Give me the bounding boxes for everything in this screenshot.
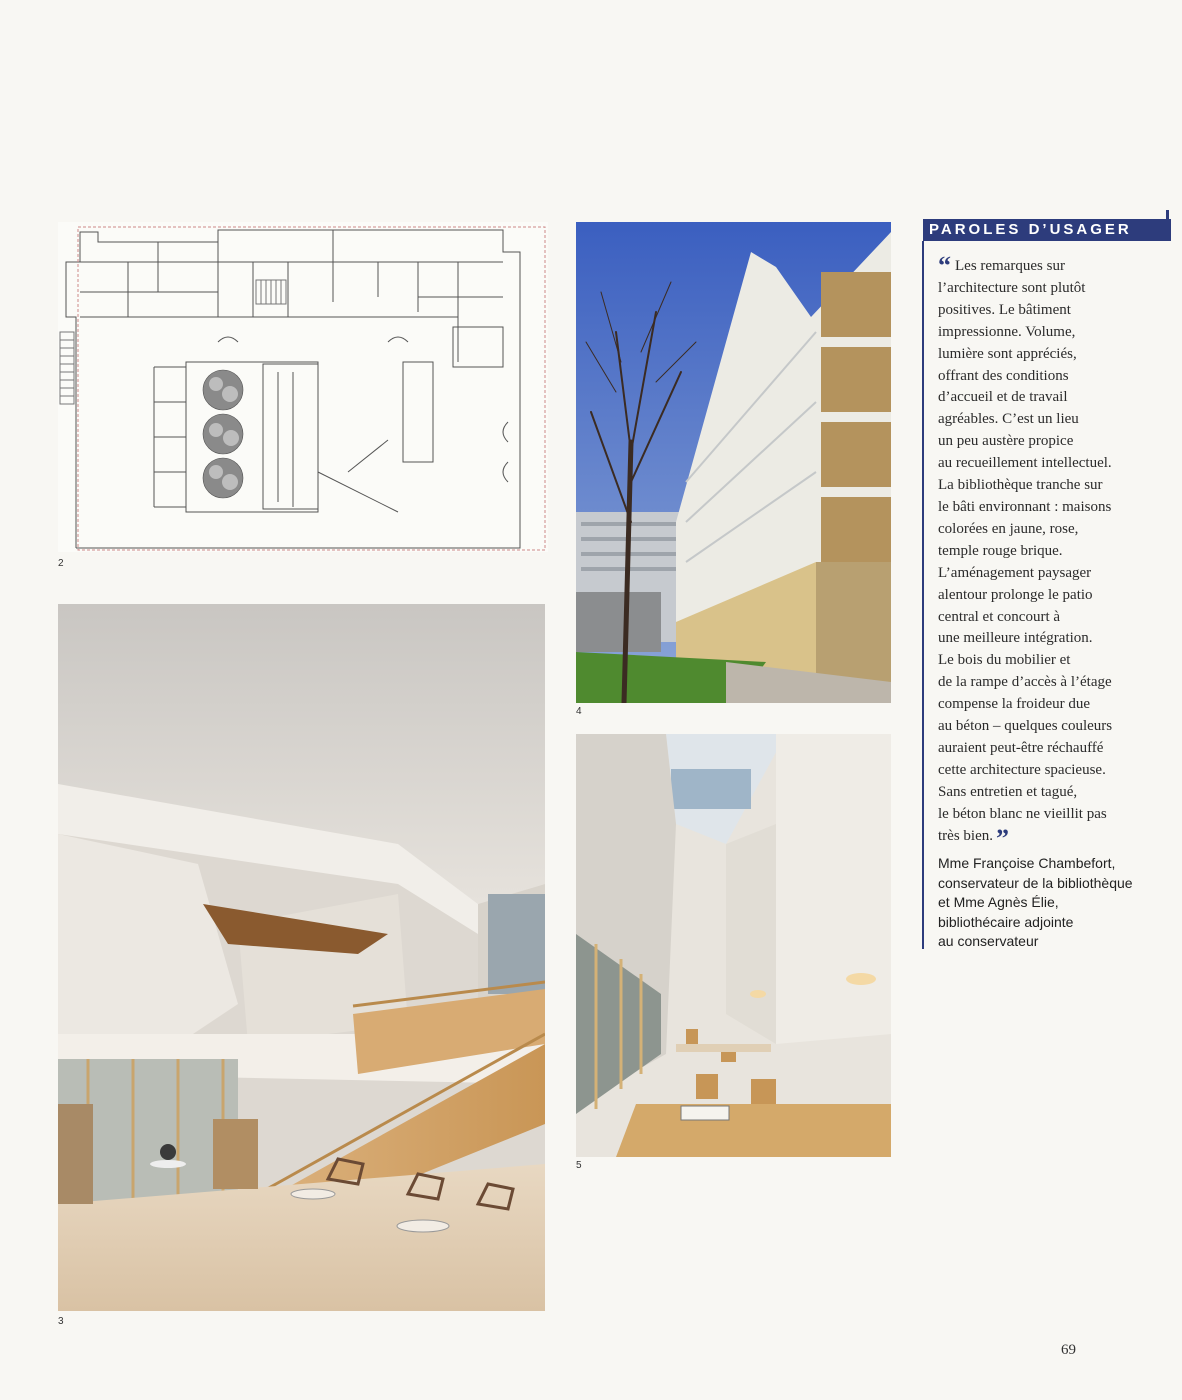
quote-line: impressionne. Volume, — [938, 323, 1076, 340]
quote-line: colorées en jaune, rose, — [938, 520, 1079, 537]
quote-line: compense la froideur due — [938, 696, 1091, 713]
quote-line: au béton – quelques couleurs — [938, 718, 1113, 735]
quote-attribution — [938, 854, 1168, 952]
interior-hall-photo — [58, 604, 545, 1311]
figure-3-number: 3 — [58, 1316, 64, 1327]
quote-line: central et concourt à — [938, 608, 1061, 625]
quote-line: au recueillement intellectuel. — [938, 455, 1112, 472]
quote-line: temple rouge brique. — [938, 542, 1063, 559]
open-quote-mark: “ — [938, 251, 951, 280]
floor-plan-figure — [58, 222, 548, 552]
quote-line: agréables. C’est un lieu — [938, 411, 1079, 428]
figure-5-number: 5 — [576, 1160, 582, 1171]
quote-line: L’aménagement paysager — [938, 564, 1092, 581]
quote-line-last: très bien. ” — [938, 823, 1009, 853]
user-quote — [938, 251, 1133, 853]
quote-line: de la rampe d’accès à l’étage — [938, 674, 1112, 691]
quote-line: alentour prolonge le patio — [938, 586, 1093, 603]
reading-room-illustration — [576, 734, 891, 1157]
quote-line: lumière sont appréciés, — [938, 345, 1077, 362]
quote-line: Le bois du mobilier et — [938, 652, 1071, 669]
figure-2-number: 2 — [58, 558, 64, 569]
credit-line: conservateur de la bibliothèque — [938, 874, 1133, 891]
reading-room-photo — [576, 734, 891, 1157]
page-number: 69 — [1061, 1342, 1076, 1358]
credit-line: bibliothécaire adjointe — [938, 913, 1074, 930]
quote-line: cette architecture spacieuse. — [938, 761, 1106, 778]
quote-line: positives. Le bâtiment — [938, 301, 1071, 318]
interior-hall-illustration — [58, 604, 545, 1311]
exterior-facade-photo — [576, 222, 891, 703]
quote-line: le béton blanc ne vieillit pas — [938, 805, 1107, 822]
quote-line-1: “ Les remarques sur — [938, 251, 1065, 280]
credit-line: au conservateur — [938, 933, 1039, 949]
figure-4-number: 4 — [576, 706, 582, 717]
quote-line: La bibliothèque tranche sur — [938, 477, 1103, 494]
quote-line: d’accueil et de travail — [938, 389, 1068, 406]
quote-line: le bâti environnant : maisons — [938, 498, 1112, 515]
sidebar-title-tick — [1166, 210, 1169, 241]
quote-line: offrant des conditions — [938, 367, 1069, 384]
quote-line: auraient peut-être réchauffé — [938, 739, 1104, 756]
credit-line: Mme Françoise Chambefort, — [938, 855, 1116, 871]
quote-line: un peu austère propice — [938, 433, 1074, 450]
sidebar-rule — [922, 241, 924, 949]
floor-plan-drawing — [58, 222, 548, 552]
credit-line: et Mme Agnès Élie, — [938, 894, 1059, 910]
exterior-facade-illustration — [576, 222, 891, 703]
quote-line: Sans entretien et tagué, — [938, 783, 1078, 800]
quote-line: l’architecture sont plutôt — [938, 279, 1086, 296]
close-quote-mark: ” — [995, 823, 1009, 853]
quote-line: une meilleure intégration. — [938, 630, 1093, 647]
sidebar-title: PAROLES D’USAGER — [923, 219, 1171, 241]
